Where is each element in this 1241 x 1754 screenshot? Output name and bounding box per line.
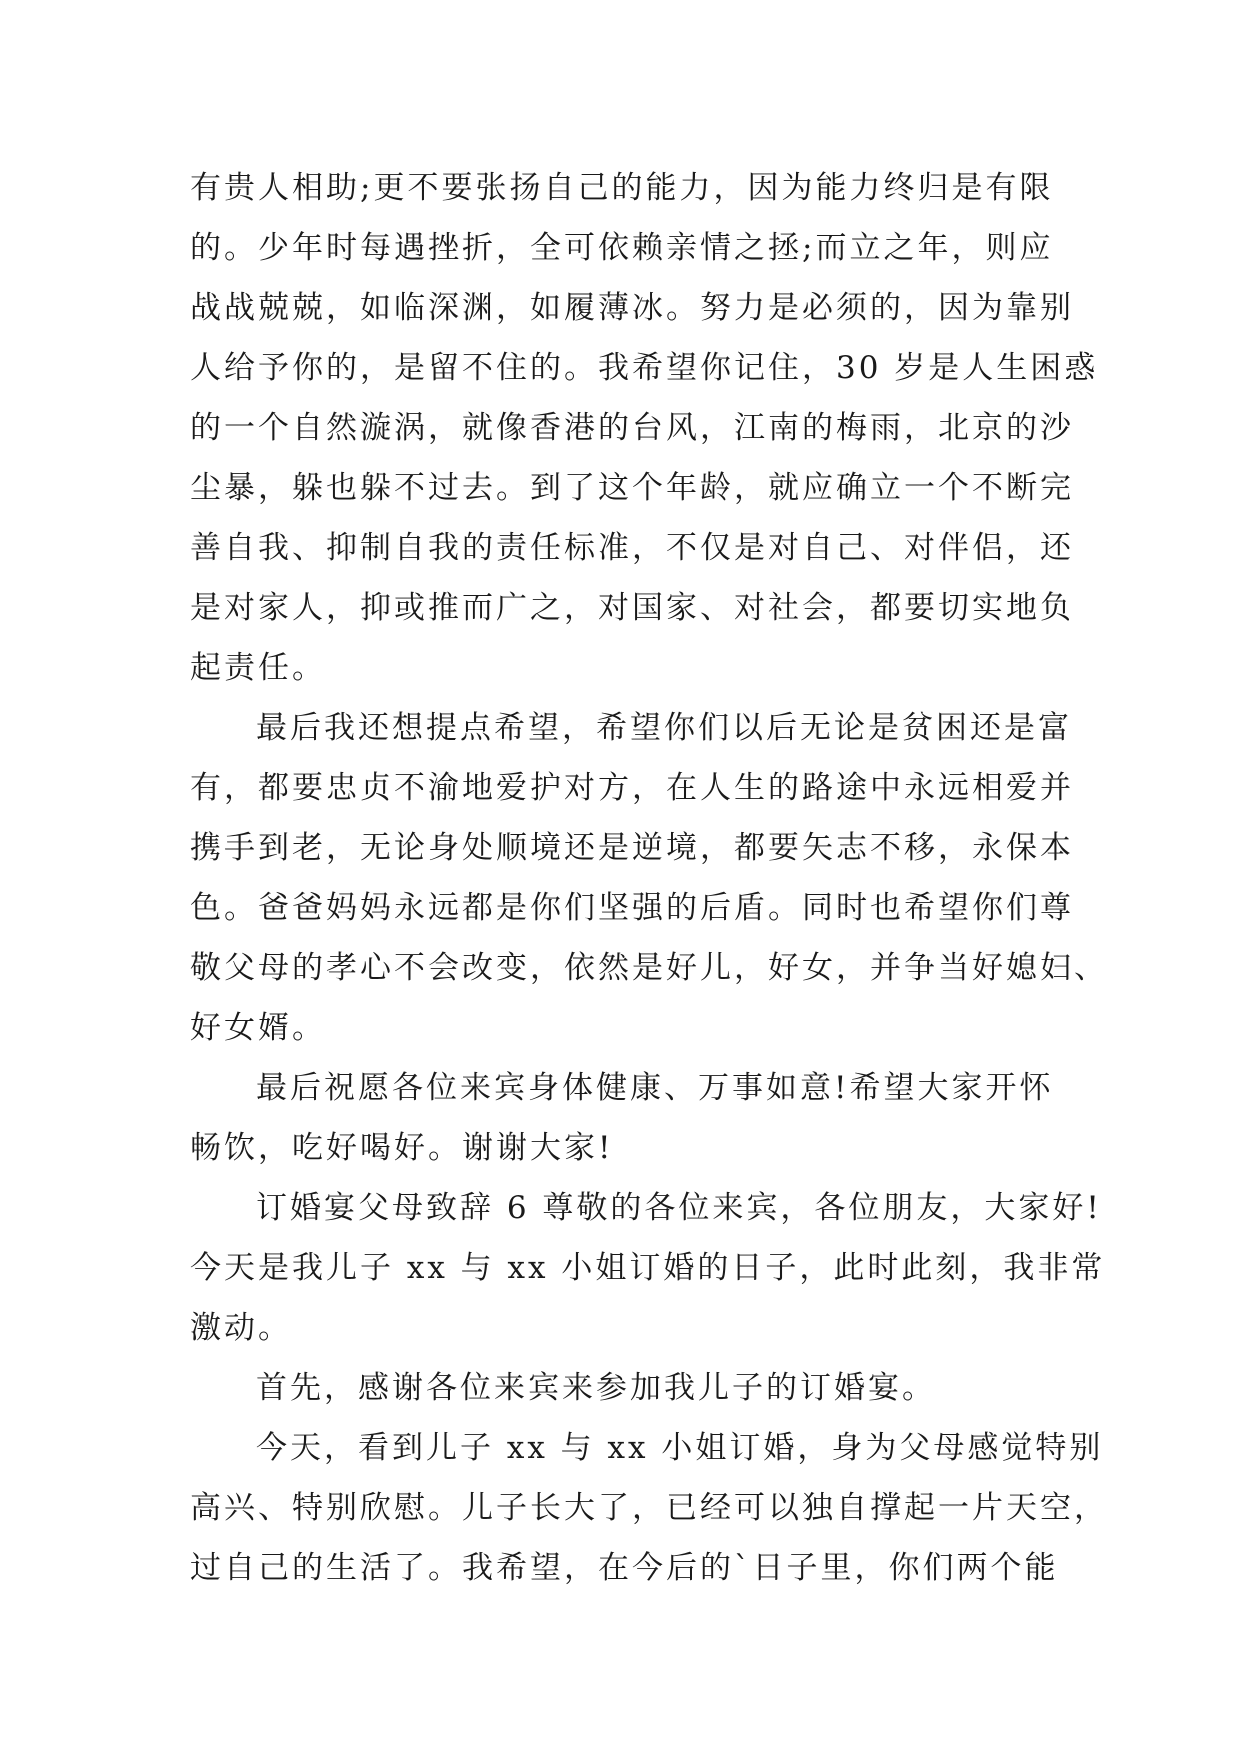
text-line: 的一个自然漩涡，就像香港的台风，江南的梅雨，北京的沙 (190, 410, 1074, 446)
text-line: 携手到老，无论身处顺境还是逆境，都要矢志不移，永保本 (190, 830, 1074, 866)
text-line: 首先，感谢各位来宾来参加我儿子的订婚宴。 (256, 1370, 936, 1406)
text-line: 战战兢兢，如临深渊，如履薄冰。努力是必须的，因为靠别 (190, 290, 1074, 326)
text-line: 有贵人相助;更不要张扬自己的能力，因为能力终归是有限 (190, 170, 1054, 206)
text-line: 起责任。 (190, 650, 326, 686)
text-line: 激动。 (190, 1310, 292, 1346)
text-line: 有，都要忠贞不渝地爱护对方，在人生的路途中永远相爱并 (190, 770, 1074, 806)
text-line: 今天是我儿子 xx 与 xx 小姐订婚的日子，此时此刻，我非常 (190, 1250, 1106, 1286)
text-line: 的。少年时每遇挫折，全可依赖亲情之拯;而立之年，则应 (190, 230, 1054, 266)
text-line: 高兴、特别欣慰。儿子长大了，已经可以独自撑起一片天空， (190, 1490, 1108, 1526)
text-line: 最后我还想提点希望，希望你们以后无论是贫困还是富 (256, 710, 1072, 746)
text-line: 过自己的生活了。我希望，在今后的`日子里，你们两个能 (190, 1550, 1059, 1586)
document-body (190, 158, 1108, 1598)
text-line: 尘暴，躲也躲不过去。到了这个年龄，就应确立一个不断完 (190, 470, 1074, 506)
text-line: 是对家人，抑或推而广之，对国家、对社会，都要切实地负 (190, 590, 1074, 626)
text-line: 最后祝愿各位来宾身体健康、万事如意!希望大家开怀 (256, 1070, 1054, 1106)
text-line: 订婚宴父母致辞 6 尊敬的各位来宾，各位朋友，大家好! (256, 1190, 1102, 1226)
text-line: 好女婿。 (190, 1010, 326, 1046)
text-line: 畅饮，吃好喝好。谢谢大家! (190, 1130, 614, 1166)
text-line: 敬父母的孝心不会改变，依然是好儿，好女，并争当好媳妇、 (190, 950, 1108, 986)
text-line: 今天，看到儿子 xx 与 xx 小姐订婚，身为父母感觉特别 (256, 1430, 1104, 1466)
text-line: 善自我、抑制自我的责任标准，不仅是对自己、对伴侣，还 (190, 530, 1074, 566)
text-line: 人给予你的，是留不住的。我希望你记住，30 岁是人生困惑 (190, 350, 1099, 386)
text-line: 色。爸爸妈妈永远都是你们坚强的后盾。同时也希望你们尊 (190, 890, 1074, 926)
